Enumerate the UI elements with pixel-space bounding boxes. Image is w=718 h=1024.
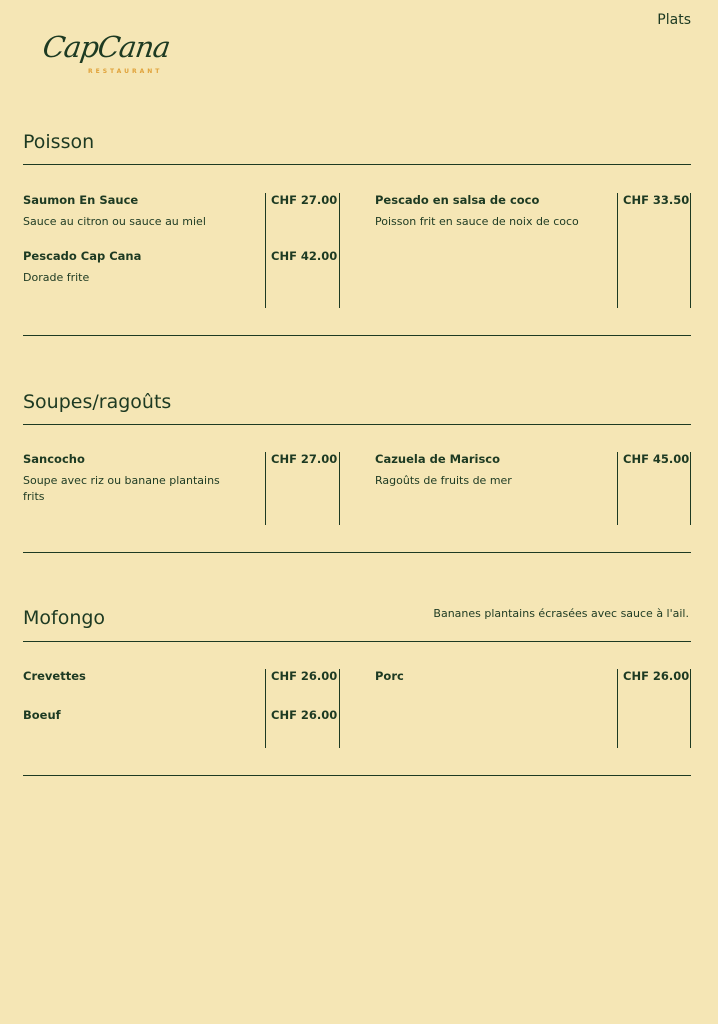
item-name: Porc	[375, 669, 404, 683]
section-top-divider	[23, 641, 691, 642]
item-name: Boeuf	[23, 708, 61, 722]
section-top-divider	[23, 424, 691, 425]
item-price: CHF 26.00	[271, 669, 338, 683]
menu-item	[375, 452, 610, 489]
item-description: Dorade frite	[23, 271, 90, 284]
item-description: Soupe avec riz ou banane plantains frits	[23, 474, 220, 503]
section-title: Poisson	[23, 131, 95, 153]
section-bottom-divider	[23, 335, 691, 336]
item-name: Saumon En Sauce	[23, 193, 139, 207]
column-divider	[265, 193, 266, 308]
menu-item	[23, 708, 61, 722]
column-divider	[690, 452, 691, 525]
item-name: Sancocho	[23, 452, 85, 466]
restaurant-logo	[40, 28, 190, 80]
item-description: Sauce au citron ou sauce au miel	[23, 215, 206, 228]
menu-item	[375, 669, 404, 683]
section-bottom-divider	[23, 552, 691, 553]
section-title: Soupes/ragoûts	[23, 391, 172, 413]
column-divider	[617, 452, 618, 525]
item-name: Cazuela de Marisco	[375, 452, 501, 466]
column-divider	[265, 669, 266, 748]
item-name: Pescado Cap Cana	[23, 249, 142, 263]
column-divider	[265, 452, 266, 525]
column-divider	[339, 193, 340, 308]
menu-item	[23, 669, 86, 683]
logo-script: CapCana	[40, 30, 172, 64]
column-divider	[339, 669, 340, 748]
page-label: Plats	[657, 12, 691, 28]
section-top-divider	[23, 164, 691, 165]
item-description: Poisson frit en sauce de noix de coco	[375, 215, 579, 228]
item-price: CHF 33.50	[623, 193, 690, 207]
section-description: Bananes plantains écrasées avec sauce à l'ail.	[433, 607, 689, 620]
item-price: CHF 27.00	[271, 193, 338, 207]
item-price: CHF 27.00	[271, 452, 338, 466]
column-divider	[617, 669, 618, 748]
section-bottom-divider	[23, 775, 691, 776]
column-divider	[690, 193, 691, 308]
column-divider	[690, 669, 691, 748]
item-price: CHF 45.00	[623, 452, 690, 466]
item-name: Pescado en salsa de coco	[375, 193, 540, 207]
logo-subtitle: RESTAURANT	[88, 68, 163, 75]
item-price: CHF 42.00	[271, 249, 338, 263]
column-divider	[339, 452, 340, 525]
menu-item	[23, 193, 253, 230]
section-title: Mofongo	[23, 607, 106, 629]
item-description: Ragoûts de fruits de mer	[375, 474, 512, 487]
menu-item	[375, 193, 610, 230]
menu-item	[23, 452, 238, 505]
column-divider	[617, 193, 618, 308]
item-price: CHF 26.00	[623, 669, 690, 683]
menu-item	[23, 249, 253, 286]
item-price: CHF 26.00	[271, 708, 338, 722]
item-name: Crevettes	[23, 669, 86, 683]
